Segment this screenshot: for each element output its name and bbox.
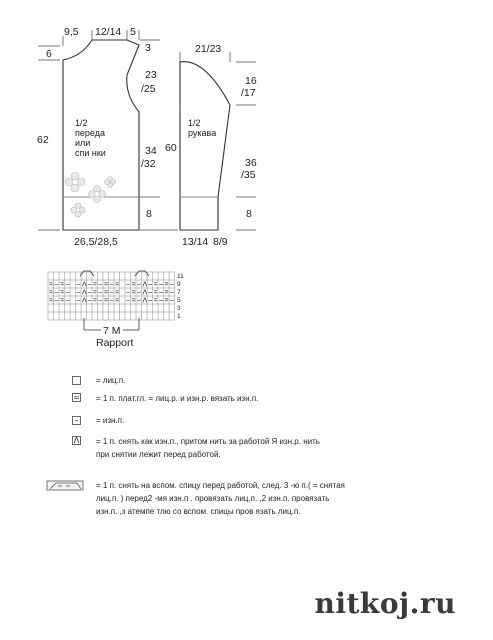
chart-symbol: =: [104, 297, 109, 305]
chart-symbol: –: [98, 281, 103, 289]
chart-symbol: –: [76, 281, 81, 289]
chart-symbol: Λ: [82, 297, 87, 305]
body-label-4: спи нки: [75, 148, 106, 158]
chart-symbol: –: [159, 281, 163, 289]
chart-symbol: =: [104, 281, 109, 289]
chart-symbol: –: [170, 289, 174, 297]
body-label-2: переда: [75, 128, 105, 138]
chart-symbol: –: [159, 297, 163, 305]
body-top-width-3: 5: [130, 26, 136, 38]
chart-symbol: =: [115, 297, 120, 305]
chart-symbol: =: [60, 289, 65, 297]
chart-symbol: =: [115, 289, 120, 297]
row-number-11: 11: [177, 273, 184, 280]
body-armhole-a: 23: [145, 69, 157, 81]
chart-symbol: –: [137, 297, 141, 305]
chart-symbol: =: [131, 281, 136, 289]
sleeve-left-height: 60: [165, 142, 177, 154]
chart-symbol: –: [126, 289, 130, 297]
body-neck-depth: 6: [46, 48, 52, 60]
chart-symbol: –: [98, 297, 103, 305]
chart-symbol: –: [98, 289, 103, 297]
chart-symbol: –: [170, 297, 174, 305]
chart-symbol: Λ: [142, 289, 148, 297]
knitting-chart: [48, 271, 184, 349]
chart-symbol: =: [153, 297, 158, 305]
equals-square-icon: =: [73, 393, 80, 402]
body-schema: [37, 26, 160, 248]
sleeve-side-a: 36: [245, 157, 257, 169]
body-hem: 8: [146, 208, 152, 220]
chart-symbol: –: [126, 297, 130, 305]
body-top-width-2: 12/14: [95, 26, 122, 38]
chart-symbol: –: [65, 289, 70, 297]
rapport-label: Rapport: [96, 337, 134, 349]
chart-symbol: –: [148, 289, 152, 297]
dash-square-icon: –: [72, 416, 81, 425]
chart-symbol: –: [148, 297, 152, 305]
chart-symbol: –: [87, 281, 92, 289]
chart-symbol: =: [131, 297, 136, 305]
body-shoulder-drop: 3: [145, 42, 151, 54]
chart-symbol: –: [159, 289, 163, 297]
chart-symbol: –: [109, 281, 114, 289]
legend-text-5a: = 1 п. снять на вспом. спицу перед работой, след. 3 -ю п.( = снятая: [96, 481, 345, 490]
chart-symbol: =: [93, 281, 98, 289]
chart-symbol: Λ: [142, 297, 148, 305]
sleeve-label-2: рукава: [188, 128, 217, 138]
chart-symbol: =: [153, 289, 158, 297]
legend-text-3: = изн.п.: [96, 416, 125, 425]
row-number-7: 7: [177, 289, 181, 296]
chart-symbol: Λ: [142, 281, 148, 289]
chart-symbol: =: [104, 289, 109, 297]
sleeve-cap-b: /17: [241, 87, 256, 99]
chart-symbol: =: [49, 281, 54, 289]
chart-symbol: –: [87, 297, 92, 305]
body-left-height: 62: [37, 134, 49, 146]
cable-symbol-icon: [47, 481, 83, 490]
chart-symbol: =: [60, 281, 65, 289]
chart-symbol: –: [170, 281, 174, 289]
chart-symbol: –: [76, 297, 81, 305]
body-side-b: /32: [141, 158, 156, 170]
row-number-9: 9: [177, 281, 181, 288]
legend-text-5b: лиц.п. ) перед2 -мя изн.п . провязать лиц.п. ,2 изн.п. провязать: [96, 494, 330, 503]
chart-symbol: Λ: [82, 289, 87, 297]
chart-symbol: =: [153, 281, 158, 289]
legend-text-1: = лиц.п.: [96, 376, 126, 385]
chart-symbol: –: [54, 289, 59, 297]
chart-symbol: =: [115, 281, 120, 289]
chart-symbol: =: [93, 297, 98, 305]
legend-text-2: = 1 п. плат.гл. = лиц.р. и изн.р. вязать изн.п.: [96, 394, 259, 403]
body-side-a: 34: [145, 145, 157, 157]
sleeve-label-1: 1/2: [188, 118, 201, 128]
chart-symbol: =: [49, 289, 54, 297]
chart-symbol: –: [54, 281, 59, 289]
sleeve-bottom-width-2: 8/9: [213, 236, 228, 248]
body-armhole-b: /25: [141, 83, 156, 95]
chart-symbol: –: [137, 281, 141, 289]
watermark-logo: nitkoj.ru: [314, 587, 456, 620]
chart-symbol: –: [76, 289, 81, 297]
chart-symbol: –: [65, 297, 70, 305]
sleeve-schema: [160, 43, 257, 248]
repeat-label: 7 M: [103, 325, 121, 337]
sleeve-bottom-width-1: 13/14: [182, 236, 209, 248]
lambda-square-icon: Λ: [73, 436, 80, 445]
flower-motif-icon: [65, 172, 116, 217]
chart-symbol: =: [60, 297, 65, 305]
body-label-3: или: [75, 138, 91, 148]
chart-symbol: –: [148, 281, 152, 289]
chart-symbol: =: [164, 297, 169, 305]
chart-symbol: Λ: [82, 281, 87, 289]
sleeve-top-width: 21/23: [195, 43, 222, 55]
row-number-1: 1: [177, 313, 181, 320]
chart-symbol: =: [131, 289, 136, 297]
chart-symbol: –: [126, 281, 130, 289]
sleeve-side-b: /35: [241, 169, 256, 181]
chart-symbol: =: [93, 289, 98, 297]
sleeve-outline: [180, 62, 230, 230]
legend-text-4b: при снятии лежит перед работой.: [96, 450, 221, 459]
chart-symbol: =: [164, 281, 169, 289]
chart-symbol: –: [109, 289, 114, 297]
chart-symbol: –: [87, 289, 92, 297]
chart-symbol: =: [49, 297, 54, 305]
chart-symbol: –: [65, 281, 70, 289]
chart-symbol: –: [137, 289, 141, 297]
row-number-5: 5: [177, 297, 181, 304]
chart-symbol: –: [109, 297, 114, 305]
sleeve-cuff: 8: [246, 208, 252, 220]
chart-symbol: –: [54, 297, 59, 305]
body-top-width-1: 9,5: [64, 26, 79, 38]
sleeve-cap-a: 16: [245, 75, 257, 87]
legend-text-4a: = 1 п. снять как изн.п., притом нить за работой Я изн.р. нить: [96, 437, 320, 446]
chart-symbol: =: [164, 289, 169, 297]
body-bottom-width: 26,5/28,5: [74, 236, 118, 248]
legend-text-5c: изн.п. ,з атемпе тлю со вспом. спицы пров язать лиц.п.: [96, 507, 301, 516]
row-number-3: 3: [177, 305, 181, 312]
empty-square-icon: [72, 376, 81, 385]
body-label-1: 1/2: [75, 118, 88, 128]
